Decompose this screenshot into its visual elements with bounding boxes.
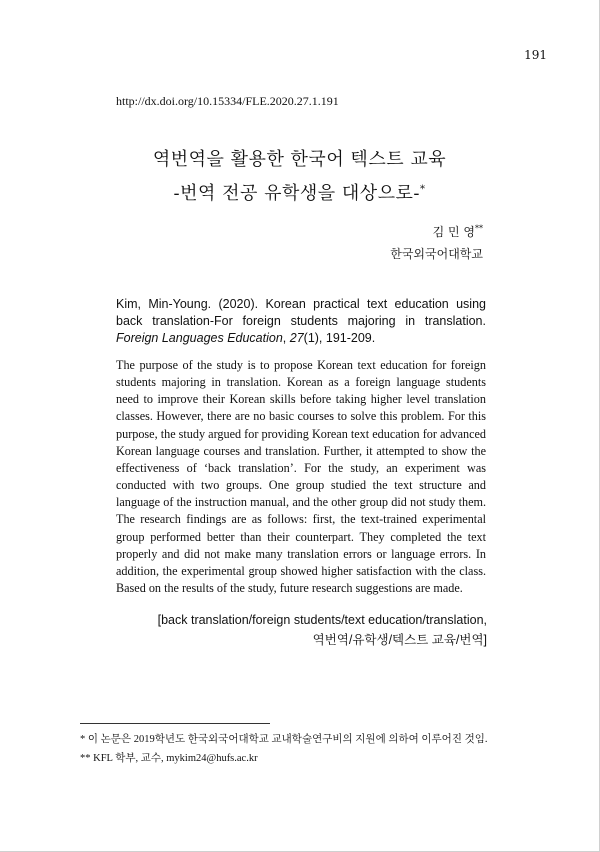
footnote-divider: [80, 723, 270, 724]
doi-link[interactable]: http://dx.doi.org/10.15334/FLE.2020.27.1.191: [116, 94, 339, 108]
keywords-english: [back translation/foreign students/text education/translation,: [157, 613, 487, 627]
citation-authors: Kim, Min-Young. (2020). Korean practical text education using back translation-For foreign students majoring in translation.: [116, 297, 486, 328]
subtitle: -번역 전공 유학생을 대상으로-: [173, 183, 420, 204]
footnote-2: ** KFL 학부, 교수, mykim24@hufs.ac.kr: [80, 753, 258, 764]
keywords-korean: 역번역/유학생/텍스트 교육/번역]: [312, 633, 487, 647]
citation-comma: ,: [282, 331, 290, 345]
article-title: [0, 145, 599, 209]
author-block: [390, 218, 483, 265]
citation-journal: Foreign Languages Education: [116, 331, 283, 345]
footnotes: [80, 730, 488, 768]
title-line-1: 역번역을 활용한 한국어 텍스트 교육: [152, 149, 447, 170]
author-footnote-marker: **: [475, 224, 483, 233]
page-number: 191: [524, 48, 547, 62]
footnote-1: * 이 논문은 2019학년도 한국외국어대학교 교내학술연구비의 지원에 의하여 이루어진 것임.: [80, 734, 488, 745]
author-name-line: [390, 218, 483, 243]
keywords: [158, 610, 487, 650]
citation: [116, 296, 486, 347]
title-line-2: [0, 175, 599, 209]
title-footnote-marker: *: [419, 184, 426, 195]
citation-issue-pages: (1), 191-209.: [303, 331, 376, 345]
author-name: 김 민 영: [432, 225, 475, 239]
citation-volume: 27: [289, 331, 304, 345]
author-affiliation: 한국외국어대학교: [390, 247, 483, 261]
abstract: The purpose of the study is to propose Korean text education for foreign students majoring in translation. Korean as a foreign language students need to improve their Korean skills before taking higher level translation classes. However, there are no basic courses to solve this problem. For this purpose, the study argued for providing Korean text education for advanced Korean language courses and translation. Further, it attempted to show the effectiveness of ‘back translation’. For the study, an experiment was conducted with two groups. One group studied the text structure and language of the instruction manual, and the other group did not study them. The research findings are as follows: first, the text-trained experimental group performed better than their counterpart. They completed the text properly and did not make many translation errors or language errors. In addition, the experimental group showed higher satisfaction with the class. Based on the results of the study, future research suggestions are made.: [116, 358, 486, 596]
